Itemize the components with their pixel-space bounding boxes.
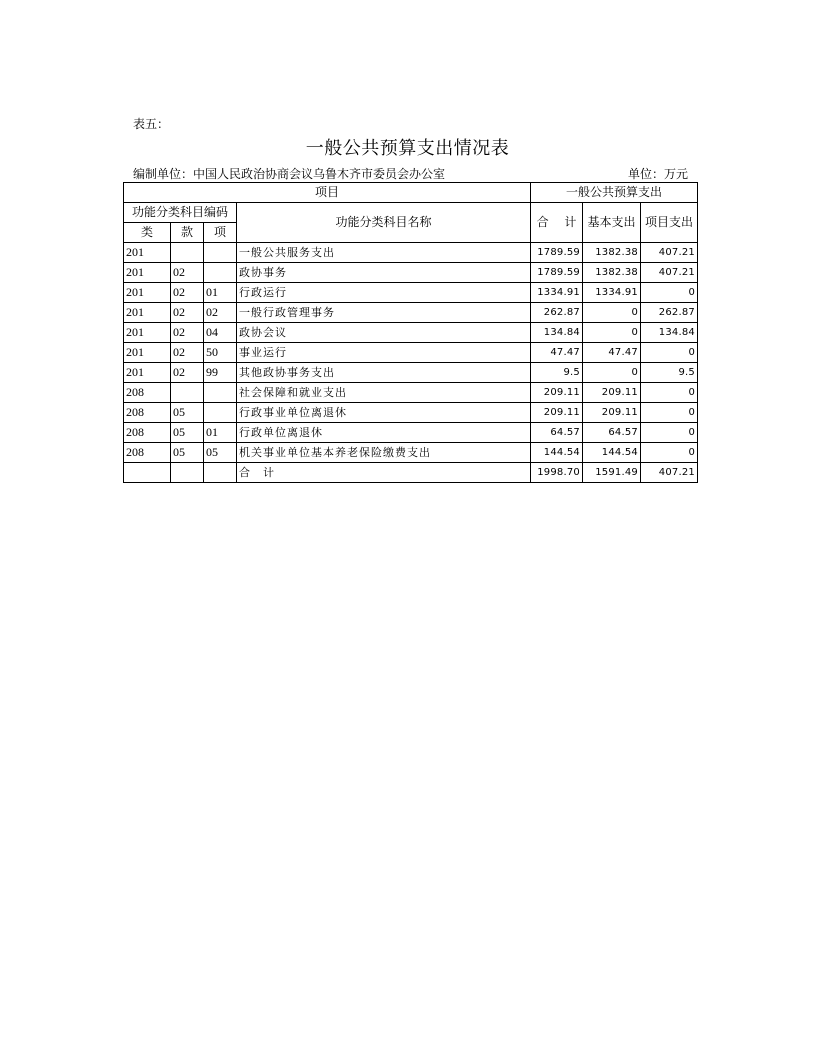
cell-kuan: 05 bbox=[171, 403, 204, 423]
column-header-xiang: 项 bbox=[204, 223, 237, 243]
cell-project: 134.84 bbox=[641, 323, 698, 343]
column-header-project: 项目支出 bbox=[641, 203, 698, 243]
cell-xiang: 05 bbox=[204, 443, 237, 463]
cell-project: 407.21 bbox=[641, 463, 698, 483]
cell-lei: 201 bbox=[124, 323, 171, 343]
cell-lei: 201 bbox=[124, 303, 171, 323]
cell-basic: 1382.38 bbox=[583, 243, 641, 263]
table-row bbox=[124, 423, 698, 443]
cell-project: 0 bbox=[641, 403, 698, 423]
cell-total: 134.84 bbox=[531, 323, 583, 343]
cell-name: 行政单位离退休 bbox=[237, 423, 531, 443]
cell-kuan: 05 bbox=[171, 423, 204, 443]
cell-kuan bbox=[171, 463, 204, 483]
table-row bbox=[124, 363, 698, 383]
cell-name: 事业运行 bbox=[237, 343, 531, 363]
cell-kuan: 02 bbox=[171, 363, 204, 383]
cell-kuan: 05 bbox=[171, 443, 204, 463]
cell-xiang bbox=[204, 263, 237, 283]
cell-kuan bbox=[171, 383, 204, 403]
cell-project: 407.21 bbox=[641, 263, 698, 283]
cell-lei: 201 bbox=[124, 363, 171, 383]
cell-xiang: 50 bbox=[204, 343, 237, 363]
column-header-name: 功能分类科目名称 bbox=[237, 203, 531, 243]
table-row bbox=[124, 283, 698, 303]
cell-xiang: 99 bbox=[204, 363, 237, 383]
cell-xiang bbox=[204, 403, 237, 423]
cell-total: 47.47 bbox=[531, 343, 583, 363]
table-row bbox=[124, 323, 698, 343]
total-row bbox=[124, 463, 698, 483]
column-header-budget-group: 一般公共预算支出 bbox=[531, 183, 698, 203]
table-number-label: 表五： bbox=[133, 117, 170, 131]
cell-total: 1789.59 bbox=[531, 243, 583, 263]
cell-name: 一般公共服务支出 bbox=[237, 243, 531, 263]
cell-kuan: 02 bbox=[171, 323, 204, 343]
cell-basic: 144.54 bbox=[583, 443, 641, 463]
cell-lei: 201 bbox=[124, 283, 171, 303]
cell-name: 行政运行 bbox=[237, 283, 531, 303]
cell-name: 政协事务 bbox=[237, 263, 531, 283]
column-header-total: 合 计 bbox=[531, 203, 583, 243]
cell-xiang: 01 bbox=[204, 423, 237, 443]
header-row-2 bbox=[124, 203, 698, 223]
table-row bbox=[124, 443, 698, 463]
cell-project: 0 bbox=[641, 343, 698, 363]
cell-basic: 0 bbox=[583, 323, 641, 343]
cell-total: 9.5 bbox=[531, 363, 583, 383]
table-row bbox=[124, 343, 698, 363]
cell-basic: 64.57 bbox=[583, 423, 641, 443]
cell-kuan: 02 bbox=[171, 303, 204, 323]
cell-total: 262.87 bbox=[531, 303, 583, 323]
cell-project: 0 bbox=[641, 443, 698, 463]
cell-project: 9.5 bbox=[641, 363, 698, 383]
cell-total: 144.54 bbox=[531, 443, 583, 463]
column-header-basic: 基本支出 bbox=[583, 203, 641, 243]
table-row bbox=[124, 403, 698, 423]
cell-total: 1789.59 bbox=[531, 263, 583, 283]
table-row bbox=[124, 383, 698, 403]
cell-name: 其他政协事务支出 bbox=[237, 363, 531, 383]
column-header-kuan: 款 bbox=[171, 223, 204, 243]
cell-xiang: 04 bbox=[204, 323, 237, 343]
column-header-lei: 类 bbox=[124, 223, 171, 243]
cell-total: 1998.70 bbox=[531, 463, 583, 483]
cell-project: 0 bbox=[641, 423, 698, 443]
cell-project: 0 bbox=[641, 283, 698, 303]
cell-basic: 209.11 bbox=[583, 383, 641, 403]
table-row bbox=[124, 243, 698, 263]
cell-lei: 208 bbox=[124, 383, 171, 403]
cell-total: 1334.91 bbox=[531, 283, 583, 303]
cell-name: 行政事业单位离退休 bbox=[237, 403, 531, 423]
cell-name: 一般行政管理事务 bbox=[237, 303, 531, 323]
cell-basic: 0 bbox=[583, 303, 641, 323]
column-header-code-group: 功能分类科目编码 bbox=[124, 203, 237, 223]
cell-total: 64.57 bbox=[531, 423, 583, 443]
page-title: 一般公共预算支出情况表 bbox=[305, 138, 510, 159]
cell-kuan: 02 bbox=[171, 283, 204, 303]
cell-basic: 209.11 bbox=[583, 403, 641, 423]
column-header-item: 项目 bbox=[124, 183, 531, 203]
total-label: 合 计 bbox=[237, 463, 531, 483]
cell-project: 262.87 bbox=[641, 303, 698, 323]
cell-xiang bbox=[204, 383, 237, 403]
cell-xiang bbox=[204, 243, 237, 263]
cell-lei: 201 bbox=[124, 243, 171, 263]
cell-lei: 201 bbox=[124, 343, 171, 363]
cell-kuan: 02 bbox=[171, 343, 204, 363]
cell-basic: 1591.49 bbox=[583, 463, 641, 483]
cell-basic: 0 bbox=[583, 363, 641, 383]
cell-lei: 208 bbox=[124, 423, 171, 443]
cell-xiang bbox=[204, 463, 237, 483]
cell-lei bbox=[124, 463, 171, 483]
cell-basic: 47.47 bbox=[583, 343, 641, 363]
cell-kuan: 02 bbox=[171, 263, 204, 283]
table-row bbox=[124, 263, 698, 283]
cell-total: 209.11 bbox=[531, 383, 583, 403]
organization-label: 编制单位：中国人民政治协商会议乌鲁木齐市委员会办公室 bbox=[133, 167, 446, 181]
header-row-1 bbox=[124, 183, 698, 203]
cell-xiang: 02 bbox=[204, 303, 237, 323]
cell-total: 209.11 bbox=[531, 403, 583, 423]
cell-name: 社会保障和就业支出 bbox=[237, 383, 531, 403]
cell-name: 机关事业单位基本养老保险缴费支出 bbox=[237, 443, 531, 463]
cell-lei: 208 bbox=[124, 443, 171, 463]
cell-lei: 208 bbox=[124, 403, 171, 423]
cell-basic: 1382.38 bbox=[583, 263, 641, 283]
budget-table bbox=[123, 182, 698, 483]
cell-kuan bbox=[171, 243, 204, 263]
table-row bbox=[124, 303, 698, 323]
unit-label: 单位：万元 bbox=[628, 167, 689, 181]
cell-name: 政协会议 bbox=[237, 323, 531, 343]
cell-project: 407.21 bbox=[641, 243, 698, 263]
cell-project: 0 bbox=[641, 383, 698, 403]
cell-basic: 1334.91 bbox=[583, 283, 641, 303]
cell-xiang: 01 bbox=[204, 283, 237, 303]
cell-lei: 201 bbox=[124, 263, 171, 283]
